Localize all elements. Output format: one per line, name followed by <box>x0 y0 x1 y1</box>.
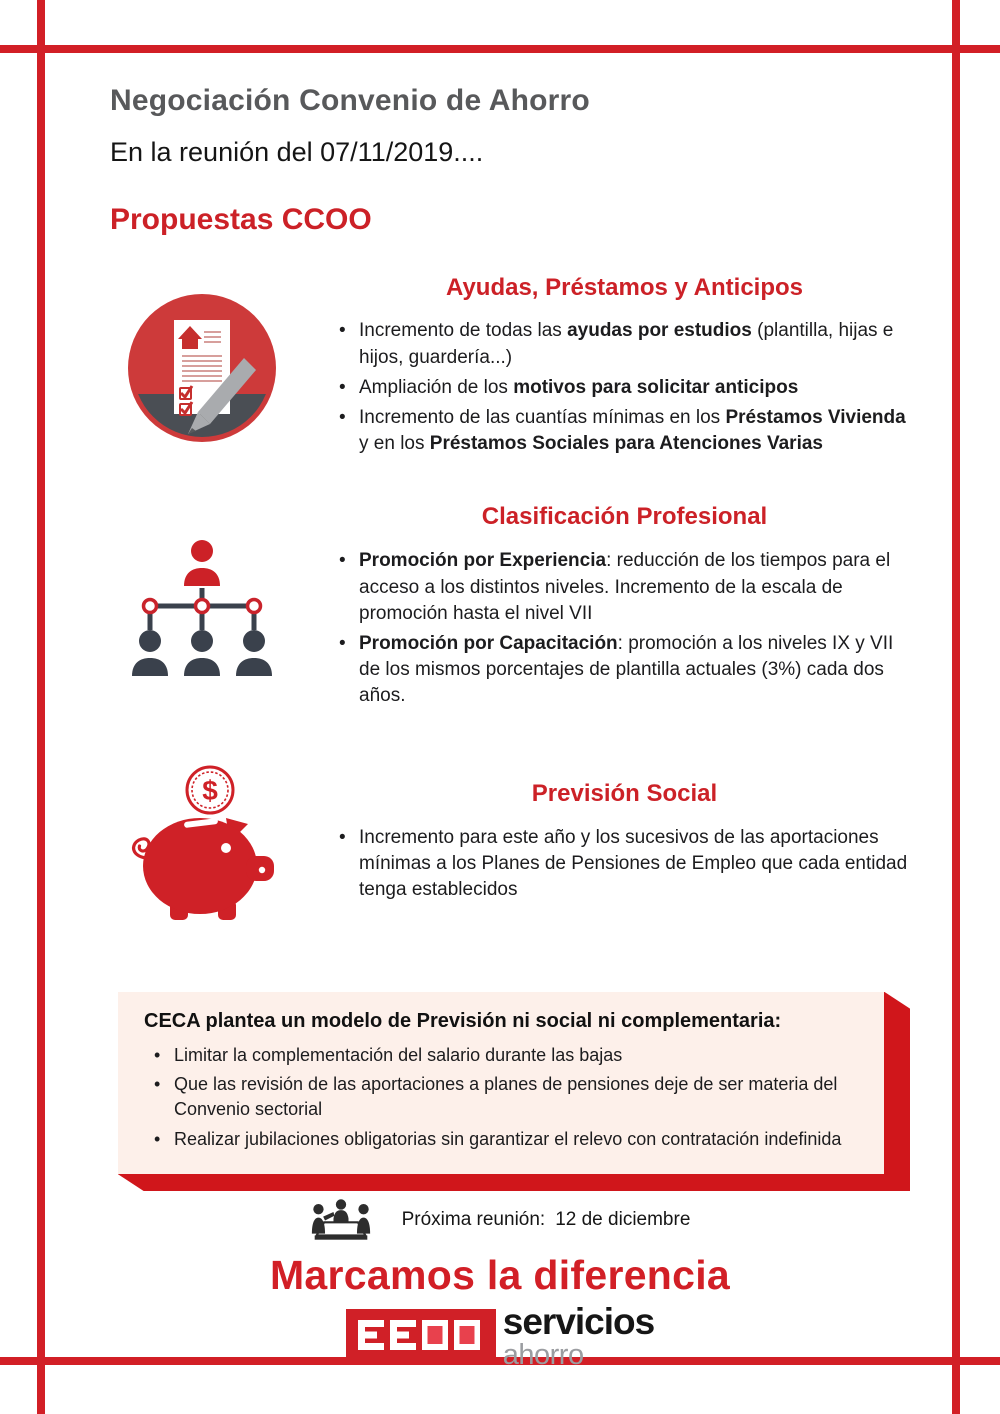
bullet-item: • Incremento de las cuantías mínimas en los Préstamos Vivienda y en los Préstamos Sociales para Atenciones Varias <box>332 405 917 457</box>
slogan: Marcamos la diferencia <box>269 1252 731 1299</box>
section-prevision-heading: Previsión Social <box>531 779 718 807</box>
section-prevision-body <box>332 780 917 907</box>
logo-ahorro-label: ahorro <box>502 1339 584 1372</box>
page-subtitle: En la reunión del 07/11/2019.... <box>110 136 484 167</box>
ccoo-logo <box>0 1301 1000 1372</box>
ceca-bullets <box>144 1043 858 1152</box>
next-meeting-label: Próxima reunión: <box>401 1208 546 1230</box>
meeting-icon <box>310 1196 372 1243</box>
ccoo-logo-text <box>503 1303 654 1370</box>
bullet-item: • Ampliación de los motivos para solicitar anticipos <box>332 375 917 401</box>
loan-document-icon <box>72 294 332 442</box>
bullet-item: • Limitar la complementación del salario durante las bajas <box>144 1043 858 1068</box>
bullet-item: • Promoción por Experiencia: reducción de los tiempos para el acceso a los distintos niveles. Incremento de la escala de promoción hasta el nivel VII <box>332 548 917 627</box>
section-ayudas-body <box>332 274 917 462</box>
section-clasificacion-heading: Clasificación Profesional <box>481 503 768 531</box>
next-meeting-row <box>0 1196 1000 1243</box>
section-clasificacion-bullets <box>332 548 917 709</box>
piggy-bank-icon <box>72 760 332 928</box>
section-clasificacion <box>72 503 1000 713</box>
bullet-item: • Promoción por Capacitación: promoción a los niveles IX y VII de los mismos porcentajes de plantilla actuales (3%) cada dos años. <box>332 631 917 710</box>
ceca-callout-box <box>118 992 884 1175</box>
bullet-item: • Incremento para este año y los sucesivos de las aportaciones mínimas a los Planes de Pensiones de Empleo que cada entidad tenga establecidos <box>332 825 917 904</box>
bullet-item: • Que las revisión de las aportaciones a planes de pensiones deje de ser materia del Convenio sectorial <box>144 1072 858 1121</box>
bullet-item: • Realizar jubilaciones obligatorias sin garantizar el relevo con contratación indefinida <box>144 1127 858 1152</box>
section-ayudas-heading: Ayudas, Préstamos y Anticipos <box>446 273 803 301</box>
ceca-callout <box>118 992 884 1175</box>
loan-document-icon-svg <box>128 294 276 442</box>
org-chart-icon <box>72 534 332 684</box>
logo-servicios-label: servicios <box>502 1301 655 1343</box>
coin-dollar-symbol: $ <box>202 774 218 806</box>
header <box>110 84 1000 238</box>
ccoo-logo-mark <box>346 1309 496 1361</box>
next-meeting-text <box>402 1209 691 1231</box>
org-chart-icon-svg <box>124 534 280 684</box>
section-prevision <box>72 760 1000 928</box>
section-ayudas <box>72 274 1000 462</box>
section-ayudas-bullets <box>332 318 917 457</box>
ceca-heading: CECA plantea un modelo de Previsión ni social ni complementaria: <box>144 1009 782 1032</box>
bullet-item: • Incremento de todas las ayudas por estudios (plantilla, hijas e hijos, guardería...) <box>332 318 917 370</box>
page-title: Negociación Convenio de Ahorro <box>110 84 590 117</box>
section-clasificacion-body <box>332 503 917 713</box>
next-meeting-date: 12 de diciembre <box>555 1208 691 1230</box>
proposals-heading: Propuestas CCOO <box>110 202 372 236</box>
piggy-bank-icon-svg <box>122 760 282 928</box>
section-prevision-bullets <box>332 825 917 904</box>
